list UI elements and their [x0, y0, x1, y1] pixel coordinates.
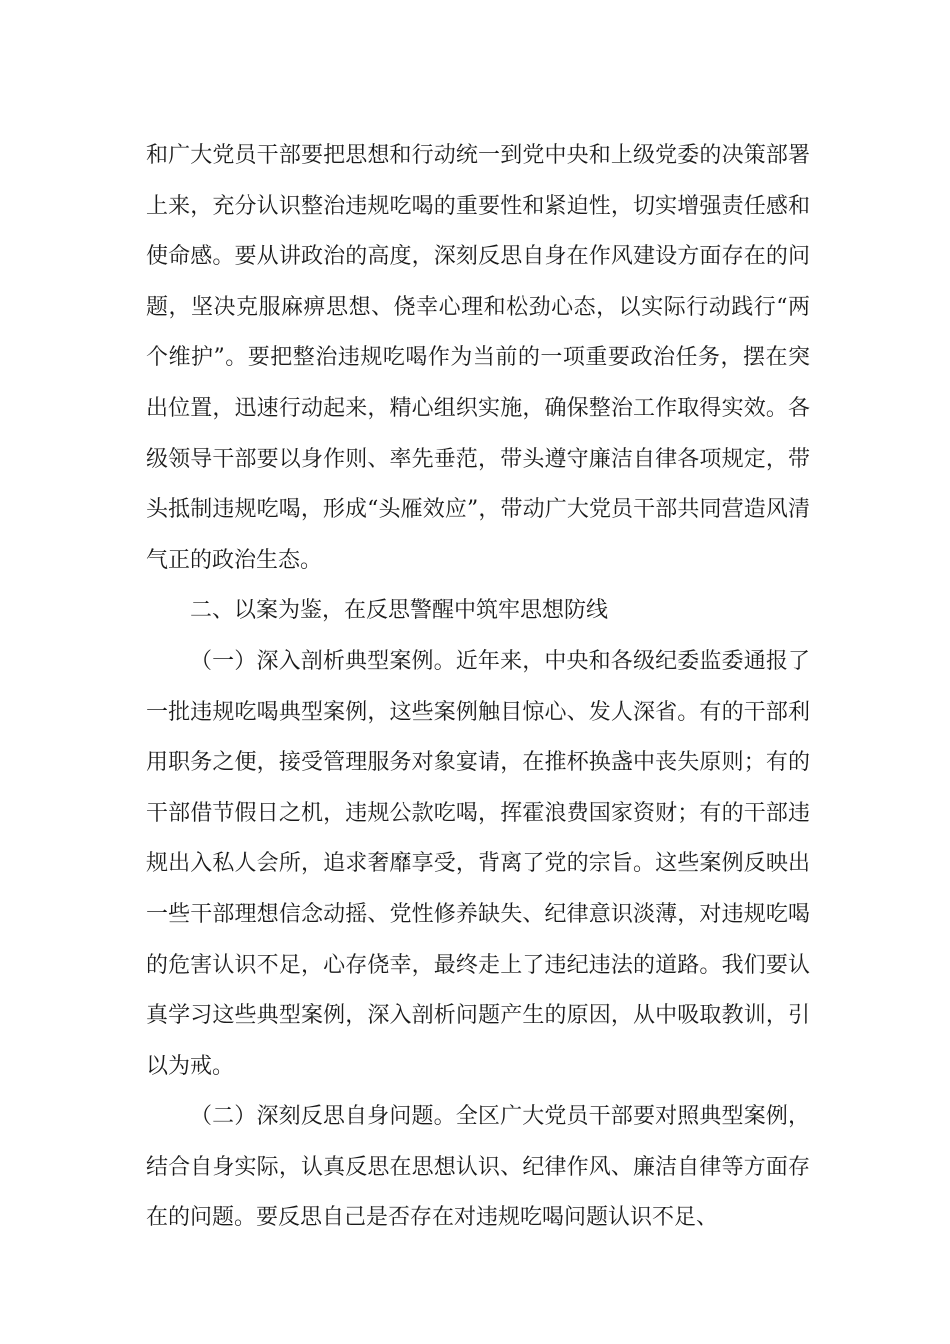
- body-paragraph-continued: 和广大党员干部要把思想和行动统一到党中央和上级党委的决策部署上来，充分认识整治违规吃喝的重要性和紧迫性，切实增强责任感和使命感。要从讲政治的高度，深刻反思自身在作风建设方面存在的问题，坚决克服麻痹思想、侥幸心理和松劲心态，以实际行动践行“两个维护”。要把整治违规吃喝作为当前的一项重要政治任务，摆在突出位置，迅速行动起来，精心组织实施，确保整治工作取得实效。各级领导干部要以身作则、率先垂范，带头遵守廉洁自律各项规定，带头抵制违规吃喝，形成“头雁效应”，带动广大党员干部共同营造风清气正的政治生态。: [146, 143, 810, 573]
- body-paragraph-self-reflection: （二）深刻反思自身问题。全区广大党员干部要对照典型案例，结合自身实际，认真反思在思想认识、纪律作风、廉洁自律等方面存在的问题。要反思自己是否存在对违规吃喝问题认识不足、: [146, 1104, 810, 1231]
- body-paragraph-case-analysis: （一）深入剖析典型案例。近年来，中央和各级纪委监委通报了一批违规吃喝典型案例，这些案例触目惊心、发人深省。有的干部利用职务之便，接受管理服务对象宴请，在推杯换盏中丧失原则；有的干部借节假日之机，违规公款吃喝，挥霍浪费国家资财；有的干部违规出入私人会所，追求奢靡享受，背离了党的宗旨。这些案例反映出一些干部理想信念动摇、党性修养缺失、纪律意识淡薄，对违规吃喝的危害认识不足，心存侥幸，最终走上了违纪违法的道路。我们要认真学习这些典型案例，深入剖析问题产生的原因，从中吸取教训，引以为戒。: [146, 648, 810, 1079]
- section-heading: 二、以案为鉴，在反思警醒中筑牢思想防线: [190, 598, 609, 624]
- document-body: [146, 131, 810, 1244]
